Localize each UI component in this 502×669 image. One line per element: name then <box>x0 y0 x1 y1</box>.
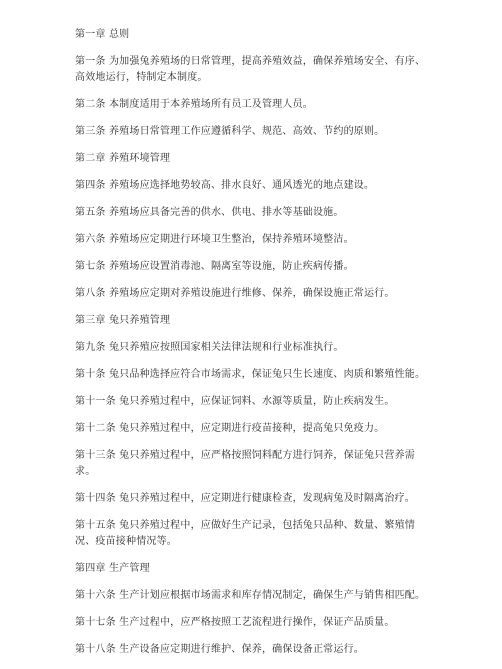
article-2: 第二条 本制度适用于本养殖场所有员工及管理人员。 <box>75 99 313 110</box>
article-15: 第十五条 兔只养殖过程中，应做好生产记录，包括兔只品种、数量、繁殖情况、疫苗接种情况等。 <box>75 520 415 547</box>
article-8: 第八条 养殖场应定期对养殖设施进行维修、保养，确保设施正常运行。 <box>75 288 395 299</box>
article-6: 第六条 养殖场应定期进行环境卫生整治，保持养殖环境整洁。 <box>75 234 354 245</box>
article-5: 第五条 养殖场应具备完善的供水、供电、排水等基础设施。 <box>75 207 344 218</box>
article-14: 第十四条 兔只养殖过程中，应定期进行健康检查，发现病兔及时隔离治疗。 <box>75 493 415 504</box>
article-12: 第十二条 兔只养殖过程中，应定期进行疫苗接种，提高兔只免疫力。 <box>75 423 385 434</box>
article-17: 第十七条 生产过程中，应严格按照工艺流程进行操作，保证产品质量。 <box>75 617 395 628</box>
article-18: 第十八条 生产设备应定期进行维护、保养，确保设备正常运行。 <box>75 644 364 655</box>
article-7: 第七条 养殖场应设置消毒池、隔离室等设施，防止疾病传播。 <box>75 261 354 272</box>
article-1: 第一条 为加强兔养殖场的日常管理，提高养殖效益，确保养殖场安全、有序、高效地运行，特制定本制度。 <box>75 56 426 83</box>
article-10: 第十条 兔只品种选择应符合市场需求，保证兔只生长速度、肉质和繁殖性能。 <box>75 369 426 380</box>
chapter-heading-2: 第二章 养殖环境管理 <box>75 153 171 164</box>
article-9: 第九条 兔只养殖应按照国家相关法律法规和行业标准执行。 <box>75 342 344 353</box>
article-16: 第十六条 生产计划应根据市场需求和库存情况制定，确保生产与销售相匹配。 <box>75 590 426 601</box>
article-11: 第十一条 兔只养殖过程中，应保证饲料、水源等质量，防止疾病发生。 <box>75 396 395 407</box>
document-body <box>75 27 435 669</box>
article-3: 第三条 养殖场日常管理工作应遵循科学、规范、高效、节约的原则。 <box>75 126 385 137</box>
chapter-heading-1: 第一章 总则 <box>75 29 130 40</box>
article-4: 第四条 养殖场应选择地势较高、排水良好、通风透光的地点建设。 <box>75 180 375 191</box>
article-13: 第十三条 兔只养殖过程中，应严格按照饲料配方进行饲养，保证兔只营养需求。 <box>75 450 415 477</box>
chapter-heading-3: 第三章 兔只养殖管理 <box>75 315 171 326</box>
chapter-heading-4: 第四章 生产管理 <box>75 563 150 574</box>
